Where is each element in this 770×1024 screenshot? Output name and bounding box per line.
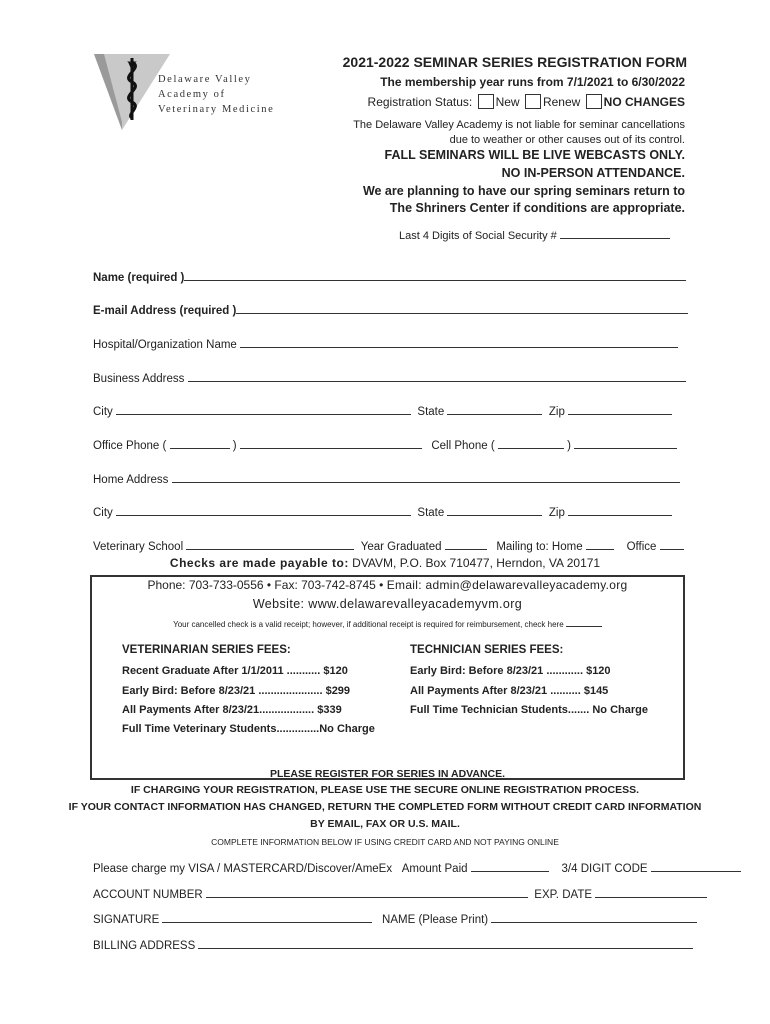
svg-text:V: V — [127, 58, 137, 73]
name-input-line[interactable] — [184, 270, 686, 281]
status-nochanges-checkbox[interactable] — [586, 94, 602, 109]
business-address-input-line[interactable] — [188, 371, 686, 382]
ssn-input-line[interactable] — [560, 228, 670, 239]
cell-phone-input-line[interactable] — [574, 438, 677, 449]
account-number-label: ACCOUNT NUMBER — [93, 889, 203, 901]
checks-payable — [90, 556, 680, 570]
account-number-input-line[interactable] — [206, 887, 528, 898]
tech-fee-item: Full Time Technician Students....... No Charge — [410, 704, 648, 716]
office-phone-input-line[interactable] — [240, 438, 422, 449]
academy-logo — [92, 52, 292, 134]
digit-code-label: 3/4 DIGIT CODE — [561, 863, 648, 875]
membership-year: The membership year runs from 7/1/2021 to 6/30/2022 — [380, 75, 685, 89]
office-area-input-line[interactable] — [170, 438, 230, 449]
office-close-paren: ) — [232, 440, 237, 452]
org-line3: Veterinary Medicine — [158, 104, 275, 115]
charge-label: Please charge my VISA / MASTERCARD/Discover/AmeEx — [93, 863, 393, 875]
home-state-label: State — [417, 507, 445, 519]
changed-notice-2: BY EMAIL, FAX OR U.S. MAIL. — [310, 818, 460, 830]
name-field — [93, 270, 686, 284]
home-city-input-line[interactable] — [116, 505, 411, 516]
phone-row — [93, 438, 677, 452]
business-city-row — [93, 404, 672, 418]
home-city-row — [93, 505, 672, 519]
tech-fees-heading: TECHNICIAN SERIES FEES: — [410, 644, 564, 656]
org-line1: Delaware Valley — [158, 74, 252, 85]
phone-fax: Phone: 703-733-0556 • Fax: 703-742-8745 • — [147, 578, 384, 592]
register-advance: PLEASE REGISTER FOR SERIES IN ADVANCE. — [269, 768, 506, 780]
website: Website: www.delawarevalleyacademyvm.org — [252, 597, 523, 611]
business-address-label: Business Address — [93, 373, 185, 385]
mailing-home-input-line[interactable] — [586, 539, 614, 550]
status-new-label: New — [495, 95, 520, 109]
year-graduated-input-line[interactable] — [445, 539, 487, 550]
email-input-line[interactable] — [236, 303, 688, 314]
signature-input-line[interactable] — [162, 912, 372, 923]
spring-notice-1: We are planning to have our spring seminars return to — [362, 184, 685, 198]
digit-code-input-line[interactable] — [651, 861, 741, 872]
checks-payable-address: DVAVM, P.O. Box 710477, Herndon, VA 20171 — [352, 556, 601, 570]
vet-fee-item: Early Bird: Before 8/23/21 ..................... $299 — [122, 685, 351, 697]
vet-fee-item: Full Time Veterinary Students..............No Charge — [122, 723, 375, 735]
complete-info-note: COMPLETE INFORMATION BELOW IF USING CREDIT CARD AND NOT PAYING ONLINE — [211, 837, 559, 847]
ssn-field — [399, 228, 670, 242]
fee-box — [90, 575, 685, 780]
vet-fees-heading: VETERINARIAN SERIES FEES: — [122, 644, 291, 656]
status-renew-checkbox[interactable] — [525, 94, 541, 109]
state-input-line[interactable] — [447, 404, 542, 415]
changed-notice-1: IF YOUR CONTACT INFORMATION HAS CHANGED, RETURN THE COMPLETED FORM WITHOUT CREDIT CARD INFORMATION — [68, 801, 702, 813]
amount-paid-label: Amount Paid — [401, 863, 468, 875]
liability-line2: due to weather or other causes out of its control. — [449, 134, 685, 146]
school-row — [93, 539, 684, 553]
org-line2: Academy of — [158, 89, 226, 100]
contact-line — [92, 578, 683, 592]
status-new-checkbox[interactable] — [478, 94, 494, 109]
form-title: 2021-2022 SEMINAR SERIES REGISTRATION FORM — [342, 54, 687, 70]
tech-fee-item: All Payments After 8/23/21 .......... $145 — [410, 685, 609, 697]
amount-paid-input-line[interactable] — [471, 861, 549, 872]
mailing-office-label: Office — [626, 541, 657, 553]
cell-phone-label: Cell Phone ( — [431, 440, 495, 452]
status-nochanges-label: NO CHANGES — [603, 95, 685, 109]
charge-row — [93, 861, 741, 875]
zip-input-line[interactable] — [568, 404, 672, 415]
home-state-input-line[interactable] — [447, 505, 542, 516]
online-notice: IF CHARGING YOUR REGISTRATION, PLEASE USE THE SECURE ONLINE REGISTRATION PROCESS. — [130, 784, 640, 796]
state-label: State — [417, 406, 445, 418]
hospital-input-line[interactable] — [240, 337, 678, 348]
liability-line1: The Delaware Valley Academy is not liable for seminar cancellations — [353, 119, 685, 131]
registration-status — [300, 94, 685, 109]
vet-fee-item: Recent Graduate After 1/1/2011 ........... $120 — [122, 665, 348, 677]
email-field — [93, 303, 688, 317]
receipt-note — [92, 619, 683, 629]
signature-row — [93, 912, 697, 926]
exp-date-input-line[interactable] — [595, 887, 707, 898]
city-input-line[interactable] — [116, 404, 411, 415]
billing-address-label: BILLING ADDRESS — [93, 940, 196, 952]
home-zip-label: Zip — [548, 507, 565, 519]
status-label: Registration Status: — [367, 95, 473, 109]
fall-notice-1: FALL SEMINARS WILL BE LIVE WEBCASTS ONLY. — [384, 148, 685, 162]
city-label: City — [93, 406, 113, 418]
exp-date-label: EXP. DATE — [534, 889, 593, 901]
mailing-office-input-line[interactable] — [660, 539, 684, 550]
home-zip-input-line[interactable] — [568, 505, 672, 516]
account-row — [93, 887, 707, 901]
vet-school-label: Veterinary School — [93, 541, 184, 553]
vet-school-input-line[interactable] — [186, 539, 354, 550]
tech-fee-item: Early Bird: Before 8/23/21 ............ $120 — [410, 665, 611, 677]
billing-row — [93, 938, 693, 952]
checks-payable-label: Checks are made payable to: — [169, 556, 349, 570]
receipt-check-line[interactable] — [566, 619, 602, 627]
cell-area-input-line[interactable] — [498, 438, 564, 449]
hospital-label: Hospital/Organization Name — [93, 339, 237, 351]
status-renew-label: Renew — [542, 95, 581, 109]
spring-notice-2: The Shriners Center if conditions are appropriate. — [389, 201, 685, 215]
email-label: E-mail Address (required ) — [93, 305, 237, 317]
home-address-input-line[interactable] — [172, 472, 680, 483]
ssn-label: Last 4 Digits of Social Security # — [399, 230, 557, 242]
home-address-label: Home Address — [93, 474, 169, 486]
signature-label: SIGNATURE — [93, 914, 160, 926]
zip-label: Zip — [548, 406, 565, 418]
fall-notice-2: NO IN-PERSON ATTENDANCE. — [501, 166, 685, 180]
hospital-field — [93, 337, 678, 351]
home-city-label: City — [93, 507, 113, 519]
name-label: Name (required ) — [93, 272, 185, 284]
print-name-input-line[interactable] — [491, 912, 697, 923]
office-phone-label: Office Phone ( — [93, 440, 167, 452]
business-address-field — [93, 371, 686, 385]
vet-fee-item: All Payments After 8/23/21.................. $339 — [122, 704, 342, 716]
mailing-home-label: Mailing to: Home — [496, 541, 583, 553]
receipt-note-text: Your cancelled check is a valid receipt; however, if additional receipt is required for reimbursement, check here — [173, 620, 564, 629]
home-address-field — [93, 472, 680, 486]
print-name-label: NAME (Please Print) — [382, 914, 489, 926]
contact-email: Email: admin@delawarevalleyacademy.org — [386, 578, 628, 592]
year-graduated-label: Year Graduated — [360, 541, 442, 553]
billing-address-input-line[interactable] — [198, 938, 693, 949]
cell-close-paren: ) — [567, 440, 571, 452]
